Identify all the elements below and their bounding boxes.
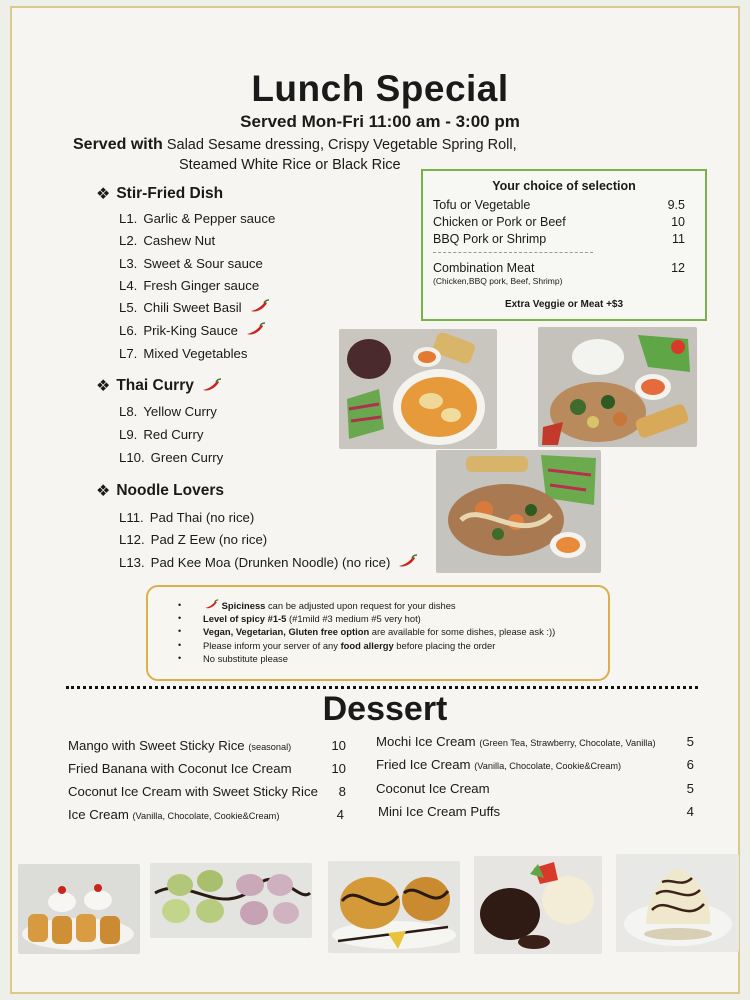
choice-divider xyxy=(433,252,593,253)
section-stir-fried xyxy=(96,184,223,204)
photo-fried-banana xyxy=(18,864,140,954)
dessert-item: Mini Ice Cream Puffs 4 xyxy=(378,804,694,819)
note-level: • Level of spicy #1-5 (#1mild #3 medium #5 very hot) xyxy=(178,612,555,625)
dessert-item: Ice Cream (Vanilla, Chocolate, Cookie&Cream) 4 xyxy=(68,807,344,822)
note-spiciness: • Spiciness can be adjusted upon request for your dishes xyxy=(178,599,555,612)
section-divider xyxy=(66,686,698,689)
choice-row: Tofu or Vegetable 9.5 xyxy=(433,198,685,212)
served-with-line2: Steamed White Rice or Black Rice xyxy=(179,157,401,173)
choice-row: Chicken or Pork or Beef 10 xyxy=(433,215,685,229)
menu-item: L5. Chili Sweet Basil xyxy=(119,299,270,315)
menu-item: L10. Green Curry xyxy=(119,450,224,465)
menu-item: L13. Pad Kee Moa (Drunken Noodle) (no rice) xyxy=(119,554,418,570)
served-with-label: Served with xyxy=(73,136,163,153)
served-with-line1: Salad Sesame dressing, Crispy Vegetable Spring Roll, xyxy=(166,137,517,153)
dessert-item: Mochi Ice Cream (Green Tea, Strawberry, Chocolate, Vanilla) 5 xyxy=(376,734,694,749)
extra-note: Extra Veggie or Meat +$3 xyxy=(504,299,624,310)
section-title: Thai Curry xyxy=(116,377,194,394)
chili-pepper-icon xyxy=(244,322,266,338)
choice-box xyxy=(421,169,707,321)
photo-fried-ice-cream xyxy=(328,861,460,953)
photo-mochi-ice-cream xyxy=(150,863,312,938)
diamond-bullet-icon: ❖ xyxy=(96,483,111,500)
chili-pepper-icon xyxy=(248,299,270,315)
menu-item: L3. Sweet & Sour sauce xyxy=(119,256,263,271)
combination-detail: (Chicken,BBQ pork, Beef, Shrimp) xyxy=(433,276,563,286)
lunch-hours: Served Mon-Fri 11:00 am - 3:00 pm xyxy=(240,112,520,131)
menu-item: L4. Fresh Ginger sauce xyxy=(119,278,260,293)
note-no-substitute: • No substitute please xyxy=(178,652,555,665)
note-allergy: • Please inform your server of any food allergy before placing the order xyxy=(178,639,555,652)
notes-box xyxy=(146,585,610,681)
chili-pepper-icon xyxy=(203,599,219,611)
dessert-item: Fried Banana with Coconut Ice Cream 10 xyxy=(68,761,346,776)
diamond-bullet-icon: ❖ xyxy=(96,186,111,203)
diamond-bullet-icon: ❖ xyxy=(96,378,111,395)
section-noodle-lovers xyxy=(96,481,224,501)
dessert-item: Coconut Ice Cream with Sweet Sticky Rice 8 xyxy=(68,784,346,799)
choice-row: BBQ Pork or Shrimp 11 xyxy=(433,232,685,246)
menu-item: L11. Pad Thai (no rice) xyxy=(119,510,255,525)
dessert-title: Dessert xyxy=(322,690,448,728)
dessert-item: Coconut Ice Cream 5 xyxy=(376,781,694,796)
section-thai-curry xyxy=(96,376,222,396)
choice-row: Combination Meat 12 xyxy=(433,261,685,275)
note-vegan: • Vegan, Vegetarian, Gluten free option are available for some dishes, please ask :)) xyxy=(178,625,555,638)
menu-item: L8. Yellow Curry xyxy=(119,404,217,419)
notes-list xyxy=(178,599,555,665)
menu-item: L7. Mixed Vegetables xyxy=(119,346,248,361)
photo-lava-cake xyxy=(474,856,602,954)
menu-item: L1. Garlic & Pepper sauce xyxy=(119,211,276,226)
photo-noodle-plate xyxy=(436,450,601,573)
dessert-item: Fried Ice Cream (Vanilla, Chocolate, Cookie&Cream) 6 xyxy=(376,757,694,772)
chili-pepper-icon xyxy=(396,554,418,570)
section-title: Noodle Lovers xyxy=(116,482,225,499)
photo-stir-fry-plate xyxy=(538,327,697,447)
photo-curry-plate xyxy=(339,329,497,449)
choice-title: Your choice of selection xyxy=(492,179,636,193)
dessert-item: Mango with Sweet Sticky Rice (seasonal) 10 xyxy=(68,738,346,753)
photo-ice-cream xyxy=(616,854,739,952)
menu-item: L6. Prik-King Sauce xyxy=(119,322,266,338)
chili-pepper-icon xyxy=(200,378,222,394)
menu-item: L2. Cashew Nut xyxy=(119,233,216,248)
section-title: Stir-Fried Dish xyxy=(116,185,224,202)
lunch-title: Lunch Special xyxy=(251,68,509,109)
menu-item: L12. Pad Z Eew (no rice) xyxy=(119,532,268,547)
menu-item: L9. Red Curry xyxy=(119,427,204,442)
